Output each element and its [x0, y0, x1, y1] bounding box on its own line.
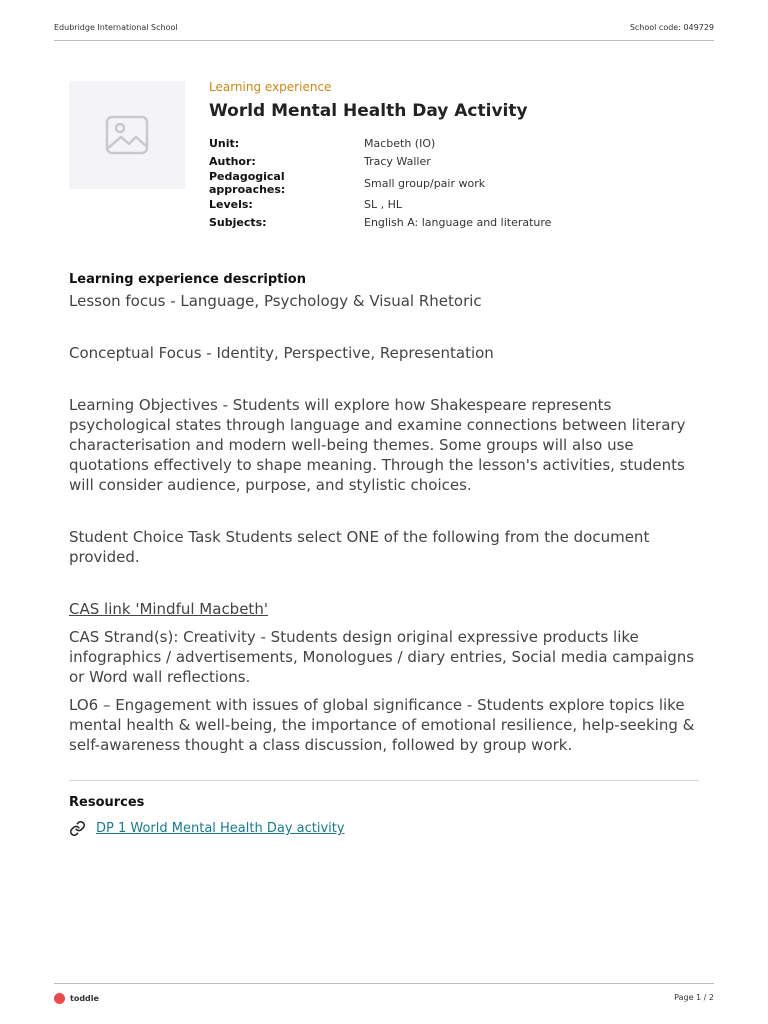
resources-heading: Resources [69, 795, 145, 810]
brand-name: toddle [70, 994, 99, 1003]
detail-row-unit [209, 135, 551, 153]
image-placeholder [69, 81, 185, 189]
detail-value: Macbeth (IO) [364, 137, 436, 151]
detail-value: Tracy Waller [364, 154, 431, 168]
page-footer [54, 983, 714, 1014]
school-name: Edubridge International School [54, 23, 178, 32]
brand [54, 993, 99, 1004]
detail-row-subjects [209, 214, 551, 232]
cas-strands-text: CAS Strand(s): Creativity - Students design original expressive products like infographics / advertisements, Monologues / diary entries, Social media campaigns or Word wall reflections. [69, 628, 695, 686]
detail-row-author [209, 153, 551, 171]
school-code: School code: 049729 [629, 23, 714, 32]
detail-label: Unit: [209, 137, 240, 151]
detail-value: SL , HL [364, 198, 403, 212]
page-number: Page 1 / 2 [674, 993, 714, 1002]
image-icon [105, 115, 149, 155]
experience-type-label: Learning experience [209, 80, 332, 94]
page-header [54, 22, 714, 41]
cas-link-text: CAS link 'Mindful Macbeth' [69, 600, 268, 618]
experience-meta [209, 80, 709, 231]
detail-label: Pedagogical approaches: [209, 170, 286, 196]
detail-row-levels [209, 196, 551, 214]
lo6-text: LO6 – Engagement with issues of global significance - Students explore topics like mental health & well-being, the importance of emotional resilience, help-seeking & self-awareness thought a class discussion, followed by group work. [69, 696, 695, 754]
student-choice-text: Student Choice Task Students select ONE of the following from the document provided. [69, 528, 650, 566]
page-title: World Mental Health Day Activity [209, 101, 528, 121]
description-heading: Learning experience description [69, 272, 306, 287]
resource-link[interactable]: DP 1 World Mental Health Day activity [96, 821, 345, 836]
detail-value: Small group/pair work [364, 176, 486, 190]
section-divider [69, 780, 699, 781]
toddle-logo-icon [54, 993, 65, 1004]
resource-item[interactable] [69, 820, 345, 837]
detail-label: Levels: [209, 198, 253, 212]
conceptual-focus-text: Conceptual Focus - Identity, Perspective, Representation [69, 344, 494, 362]
detail-row-approaches [209, 170, 551, 196]
detail-label: Subjects: [209, 215, 267, 229]
description-section [69, 272, 709, 755]
link-icon [69, 820, 86, 837]
learning-objectives-text: Learning Objectives - Students will explore how Shakespeare represents psychological states through language and examine connections between literary characterisation and modern well-being themes. Some groups will also use quotations effectively to shape meaning. Through the lesson's activities, students will consider audience, purpose, and stylistic choices. [69, 396, 686, 494]
details-table [209, 135, 551, 231]
lesson-focus-text: Lesson focus - Language, Psychology & Visual Rhetoric [69, 292, 482, 310]
detail-value: English A: language and literature [364, 215, 552, 229]
detail-label: Author: [209, 154, 256, 168]
